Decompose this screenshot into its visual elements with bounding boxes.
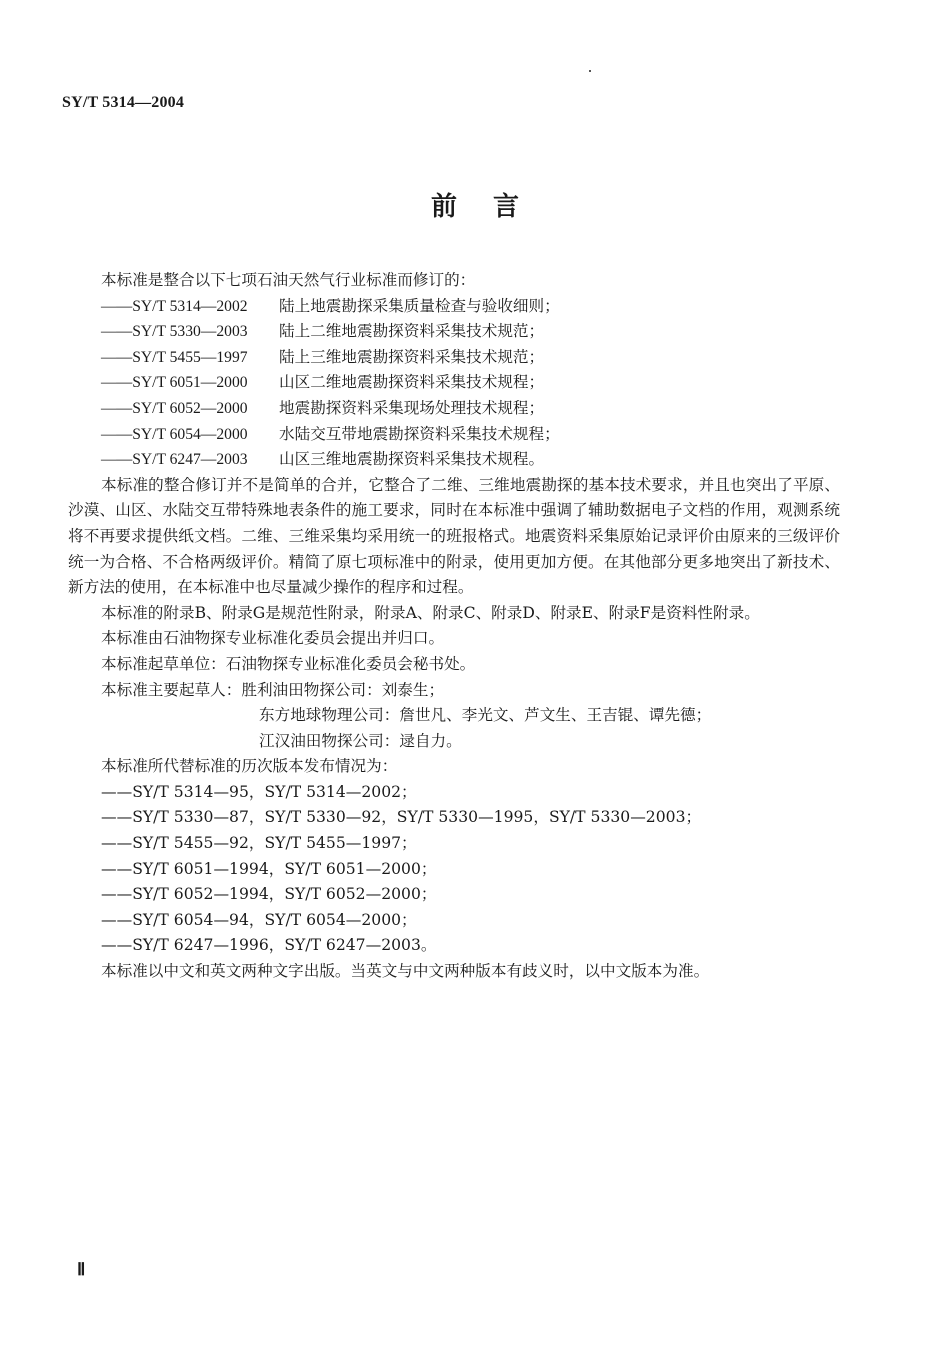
integration-paragraph: 本标准的整合修订并不是简单的合并，它整合了二维、三维地震勘探的基本技术要求，并且也突出了平原、沙漠、山区、水陆交互带特殊地表条件的施工要求，同时在本标准中强调了辅助数据电子文档的作用，观测系统将不再要求提供纸文档。二维、三维采集均采用统一的班报格式。地震资料采集原始记录评价由原来的三级评价统一为合格、不合格两级评价。精简了原七项标准中的附录，使用更加方便。在其他部分更多地突出了新技术、新方法的使用，在本标准中也尽量减少操作的程序和过程。 xyxy=(68,475,840,597)
intro-line: 本标准是整合以下七项石油天然气行业标准而修订的： xyxy=(101,271,476,289)
drafting-unit-line: 本标准起草单位：石油物探专业标准化委员会秘书处。 xyxy=(101,654,476,673)
appendix-paragraph: 本标准的附录B、附录G是规范性附录，附录A、附录C、附录D、附录E、附录F是资料性附录。 xyxy=(101,603,760,622)
standard-item xyxy=(68,370,840,396)
standard-item xyxy=(68,422,840,448)
standard-code: ——SY/T 5455—1997 xyxy=(101,348,248,366)
standard-name: 地震勘探资料采集现场处理技术规程； xyxy=(279,398,545,417)
history-intro-line: 本标准所代替标准的历次版本发布情况为： xyxy=(101,757,398,776)
proposer-line: 本标准由石油物探专业标准化委员会提出并归口。 xyxy=(101,629,445,648)
standard-code-header: SY/T 5314—2004 xyxy=(62,94,185,111)
scan-speck xyxy=(589,70,591,72)
standard-item xyxy=(68,396,840,422)
standard-name: 山区三维地震勘探资料采集技术规程。 xyxy=(279,450,545,469)
history-item: ——SY/T 6247—1996，SY/T 6247—2003。 xyxy=(101,936,437,955)
standard-item xyxy=(68,294,840,320)
standard-code: ——SY/T 6247—2003 xyxy=(101,451,248,469)
page-number: Ⅱ xyxy=(77,1260,86,1279)
standard-code: ——SY/T 5314—2002 xyxy=(101,297,248,315)
standard-item xyxy=(68,345,840,371)
standard-name: 水陆交互带地震勘探资料采集技术规程； xyxy=(279,424,560,443)
language-note-line: 本标准以中文和英文两种文字出版。当英文与中文两种版本有歧义时，以中文版本为准。 xyxy=(101,962,710,981)
drafters-line: 本标准主要起草人：胜利油田物探公司：刘泰生； xyxy=(101,680,445,699)
history-item: ——SY/T 6052—1994，SY/T 6052—2000； xyxy=(101,885,437,904)
standard-name: 陆上三维地震勘探资料采集技术规范； xyxy=(279,347,545,366)
history-item: ——SY/T 6051—1994，SY/T 6051—2000； xyxy=(101,859,437,878)
standard-code: ——SY/T 6054—2000 xyxy=(101,425,248,443)
history-item: ——SY/T 5314—95，SY/T 5314—2002； xyxy=(101,782,417,801)
standard-name: 山区二维地震勘探资料采集技术规程； xyxy=(279,373,545,392)
standard-code: ——SY/T 6052—2000 xyxy=(101,399,248,417)
foreword-body xyxy=(68,268,840,985)
page-title: 前言 xyxy=(430,192,555,222)
standard-code: ——SY/T 5330—2003 xyxy=(101,323,248,341)
history-item: ——SY/T 5455—92，SY/T 5455—1997； xyxy=(101,834,417,853)
drafters-line: 东方地球物理公司：詹世凡、李光文、芦文生、王吉锟、谭先德； xyxy=(259,706,712,725)
standard-item xyxy=(68,319,840,345)
standard-name: 陆上二维地震勘探资料采集技术规范； xyxy=(279,322,545,341)
drafters-line: 江汉油田物探公司：逯自力。 xyxy=(259,731,462,750)
standard-item xyxy=(68,447,840,473)
history-item: ——SY/T 6054—94，SY/T 6054—2000； xyxy=(101,910,417,929)
standard-code: ——SY/T 6051—2000 xyxy=(101,374,248,392)
history-item: ——SY/T 5330—87，SY/T 5330—92，SY/T 5330—1995，SY/T 5330—2003； xyxy=(101,808,702,827)
standard-name: 陆上地震勘探采集质量检查与验收细则； xyxy=(279,296,560,315)
